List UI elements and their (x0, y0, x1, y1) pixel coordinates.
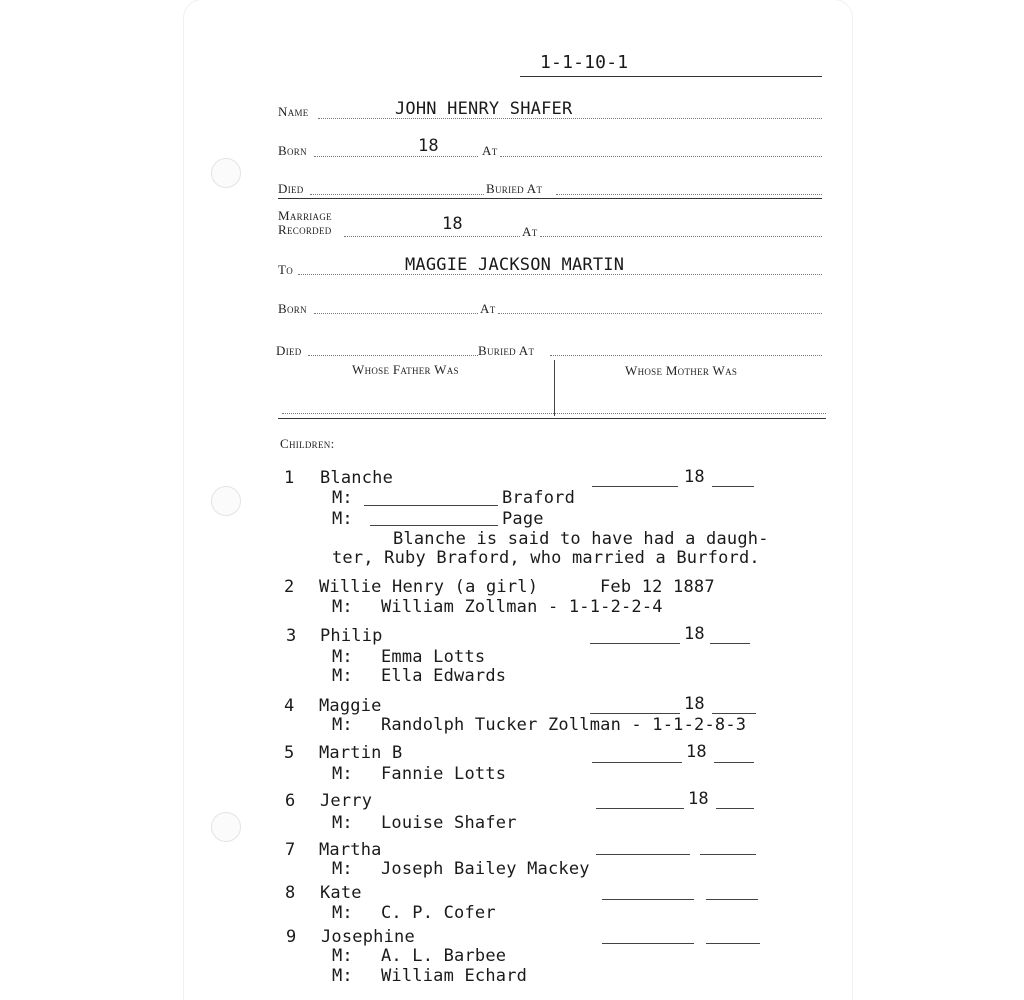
child-2-birth-date: Feb 12 1887 (600, 577, 715, 597)
child-5-number: 5 (284, 743, 295, 763)
born-label: Born (278, 143, 307, 158)
child-3-number: 3 (286, 626, 297, 646)
child-6-number: 6 (285, 791, 296, 811)
child-8-date-blank (602, 899, 694, 900)
spouse-born-line (314, 313, 478, 314)
parents-line (282, 413, 826, 414)
child-5-year-blank (714, 762, 754, 763)
buried-at-label: Buried At (486, 181, 543, 196)
child-3-spouse-1: Emma Lotts (381, 647, 486, 667)
whose-mother-was-label: Whose Mother Was (625, 363, 738, 378)
child-5-name: Martin B (319, 743, 403, 763)
child-2-spouse: William Zollman - 1-1-2-2-4 (381, 597, 663, 617)
child-2-number: 2 (284, 577, 295, 597)
person-name: JOHN HENRY SHAFER (395, 99, 573, 119)
child-9-year-blank (706, 943, 760, 944)
buried-at-line (556, 194, 822, 195)
child-4-date-blank (590, 713, 680, 714)
child-5-m-prefix: M: (332, 764, 353, 784)
child-7-year-blank (700, 854, 756, 855)
child-1-number: 1 (284, 468, 295, 488)
child-4-number: 4 (284, 696, 295, 716)
child-5-spouse: Fannie Lotts (381, 764, 507, 784)
child-6-name: Jerry (320, 791, 373, 811)
child-1-m2-blank (370, 525, 498, 526)
born-line (314, 156, 478, 157)
died-line (310, 194, 484, 195)
child-9-m2-prefix: M: (332, 966, 353, 986)
child-8-m-prefix: M: (332, 903, 353, 923)
card-number: 1-1-10-1 (540, 52, 629, 73)
child-1-note-line-2: ter, Ruby Braford, who married a Burford. (332, 548, 760, 568)
child-7-date-blank (596, 854, 690, 855)
marriage-at-label: At (522, 224, 538, 239)
spouse-buried-at-label: Buried At (478, 343, 535, 358)
child-8-spouse: C. P. Cofer (381, 903, 496, 923)
child-7-name: Martha (319, 840, 382, 860)
whose-father-was-label: Whose Father Was (352, 362, 459, 377)
child-8-year-blank (706, 899, 758, 900)
spouse-died-label: Died (276, 343, 302, 358)
child-9-spouse-2: William Echard (381, 966, 528, 986)
binder-hole-middle (211, 486, 241, 516)
born-at-line (500, 156, 822, 157)
child-1-year: 18 (684, 467, 705, 487)
child-3-m1-prefix: M: (332, 647, 353, 667)
marriage-at-line (540, 236, 822, 237)
spouse-born-at-label: At (480, 301, 496, 316)
child-1-spouse-1: Braford (502, 488, 576, 508)
child-6-m-prefix: M: (332, 813, 353, 833)
child-6-spouse: Louise Shafer (381, 813, 517, 833)
child-1-m1-prefix: M: (332, 488, 353, 508)
child-3-spouse-2: Ella Edwards (381, 666, 507, 686)
child-4-year-blank (712, 713, 756, 714)
child-3-year-blank (710, 643, 750, 644)
marriage-recorded-line (344, 236, 520, 237)
child-3-m2-prefix: M: (332, 666, 353, 686)
children-label: Children: (280, 436, 335, 451)
child-5-year: 18 (686, 742, 707, 762)
child-6-date-blank (596, 808, 684, 809)
child-1-spouse-2: Page (502, 509, 544, 529)
child-9-spouse-1: A. L. Barbee (381, 946, 507, 966)
child-1-m1-blank (364, 505, 498, 506)
died-label: Died (278, 181, 304, 196)
child-9-number: 9 (286, 927, 297, 947)
child-7-spouse: Joseph Bailey Mackey (381, 859, 590, 879)
child-6-year-blank (716, 808, 754, 809)
child-1-name: Blanche (320, 468, 394, 488)
marriage-recorded-year: 18 (442, 214, 463, 234)
card-number-line (520, 76, 822, 77)
child-3-name: Philip (320, 626, 383, 646)
child-1-note-line-1: Blanche is said to have had a daugh- (393, 529, 769, 549)
spouse-born-at-line (498, 313, 822, 314)
child-9-date-blank (602, 943, 694, 944)
parents-divider (554, 360, 555, 416)
child-6-year: 18 (688, 789, 709, 809)
child-7-number: 7 (285, 840, 296, 860)
child-3-year: 18 (684, 624, 705, 644)
born-year: 18 (418, 136, 439, 156)
child-2-name: Willie Henry (a girl) (319, 577, 539, 597)
spouse-born-label: Born (278, 301, 307, 316)
child-3-date-blank (590, 643, 680, 644)
child-5-date-blank (592, 762, 682, 763)
child-1-date-blank (592, 486, 678, 487)
child-9-name: Josephine (321, 927, 415, 947)
child-7-m-prefix: M: (332, 859, 353, 879)
section-divider-2 (278, 418, 826, 419)
born-at-label: At (482, 143, 498, 158)
binder-hole-top (211, 158, 241, 188)
child-4-m-prefix: M: (332, 715, 353, 735)
marriage-recorded-label-1: Marriage (278, 208, 332, 223)
child-1-m2-prefix: M: (332, 509, 353, 529)
spouse-buried-at-line (550, 355, 822, 356)
child-4-year: 18 (684, 694, 705, 714)
marriage-recorded-label-2: Recorded (278, 222, 332, 237)
child-8-name: Kate (320, 883, 362, 903)
section-divider-1 (278, 198, 822, 199)
name-label: Name (278, 104, 309, 119)
spouse-name: MAGGIE JACKSON MARTIN (405, 255, 625, 275)
child-9-m1-prefix: M: (332, 946, 353, 966)
child-1-year-blank (712, 486, 754, 487)
spouse-died-line (308, 355, 478, 356)
child-8-number: 8 (285, 883, 296, 903)
child-4-name: Maggie (319, 696, 382, 716)
binder-hole-bottom (211, 812, 241, 842)
child-4-spouse: Randolph Tucker Zollman - 1-1-2-8-3 (381, 715, 747, 735)
to-label: To (278, 262, 294, 277)
child-2-m-prefix: M: (332, 597, 353, 617)
